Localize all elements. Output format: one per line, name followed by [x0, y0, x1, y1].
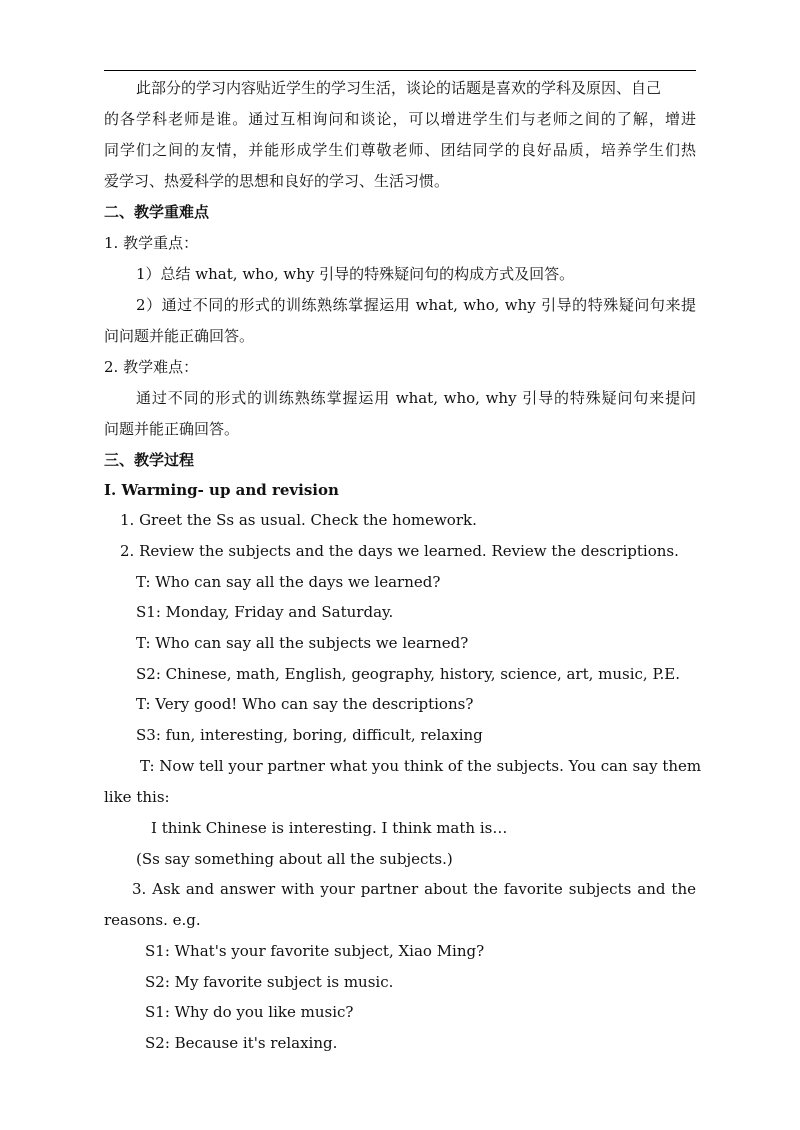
dialogue-line: S2: Chinese, math, English, geography, history, science, art, music, P.E. — [136, 665, 681, 683]
section-heading: 二、教学重难点 — [104, 203, 210, 221]
dialogue-line: T: Who can say all the subjects we learned? — [136, 634, 469, 652]
teacher-prompt-continued: like this: — [104, 788, 170, 806]
part-heading: Ⅰ. Warming- up and revision — [104, 481, 339, 499]
dialogue-line: S2: My favorite subject is music. — [145, 973, 394, 991]
section-heading: 三、教学过程 — [104, 451, 195, 469]
dialogue-line: S2: Because it's relaxing. — [145, 1034, 338, 1052]
procedure-step: 2. Review the subjects and the days we learned. Review the descriptions. — [120, 542, 679, 560]
dialogue-line: S1: Why do you like music? — [145, 1003, 354, 1021]
subheading-key-points: 1. 教学重点： — [104, 234, 199, 252]
dialogue-line: S1: Monday, Friday and Saturday. — [136, 603, 394, 621]
intro-line: 此部分的学习内容贴近学生的学习生活，谈论的话题是喜欢的学科及原因、自己 — [136, 79, 662, 97]
intro-line: 爱学习、热爱科学的思想和良好的学习、生活习惯。 — [104, 172, 450, 190]
intro-line: 同学们之间的友情，并能形成学生们尊敬老师、团结同学的良好品质，培养学生们热 — [104, 141, 696, 159]
note-text: (Ss say something about all the subjects.) — [136, 850, 453, 868]
key-point-item: 2）通过不同的形式的训练熟练掌握运用 what, who, why 引导的特殊疑问句来提 — [136, 296, 696, 314]
key-point-item-continued: 问问题并能正确回答。 — [104, 327, 255, 345]
teacher-prompt: T: Now tell your partner what you think of the subjects. You can say them — [140, 757, 702, 775]
dialogue-line: T: Who can say all the days we learned? — [136, 573, 441, 591]
procedure-step-continued: reasons. e.g. — [104, 911, 201, 929]
dialogue-line: T: Very good! Who can say the descriptions? — [136, 695, 474, 713]
difficulty-text-continued: 问题并能正确回答。 — [104, 420, 240, 438]
procedure-step: 3. Ask and answer with your partner about the favorite subjects and the — [132, 880, 696, 898]
procedure-step: 1. Greet the Ss as usual. Check the homework. — [120, 511, 477, 529]
key-point-item: 1）总结 what, who, why 引导的特殊疑问句的构成方式及回答。 — [136, 265, 575, 283]
difficulty-text: 通过不同的形式的训练熟练掌握运用 what, who, why 引导的特殊疑问句来提问 — [136, 389, 696, 407]
dialogue-line: S3: fun, interesting, boring, difficult, relaxing — [136, 726, 483, 744]
dialogue-line: S1: What's your favorite subject, Xiao Ming? — [145, 942, 485, 960]
header-rule — [104, 70, 696, 71]
example-sentence: I think Chinese is interesting. I think math is… — [151, 819, 508, 837]
subheading-difficulties: 2. 教学难点： — [104, 358, 199, 376]
intro-line: 的各学科老师是谁。通过互相询问和谈论，可以增进学生们与老师之间的了解，增进 — [104, 110, 696, 128]
